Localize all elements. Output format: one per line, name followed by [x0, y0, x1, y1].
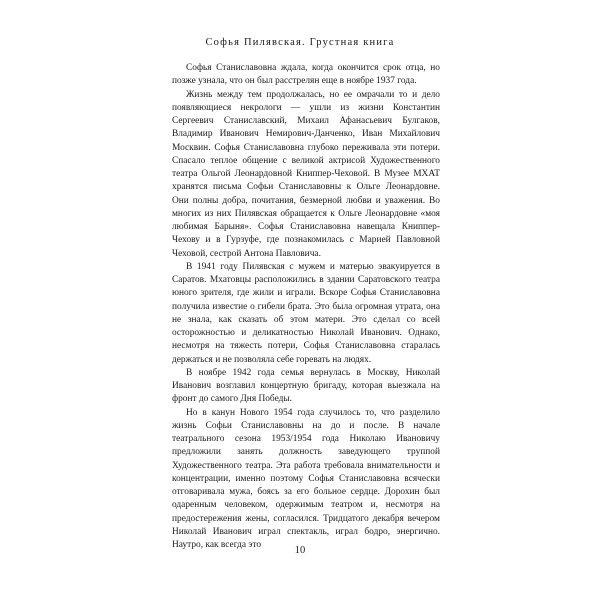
paragraph: Софья Станиславовна ждала, когда окончится срок отца, но позже узнала, что он был расстрелян еще в ноябре 1937 года.	[172, 63, 440, 87]
page-number: 10	[294, 545, 306, 556]
running-head: Софья Пилявская. Грустная книга	[205, 37, 395, 48]
paragraph: В ноябре 1942 года семья вернулась в Москву, Николай Иванович возглавил концертную бригаду, которая выезжала на фронт до самого Дня Победы.	[172, 367, 440, 405]
paragraph: Жизнь между тем продолжалась, но ее омрачали то и дело появляющиеся некрологи — ушли из жизни Константин Сергеевич Станиславский, Михаил Афанасьевич Булгаков, Владимир Иванович Немирович-Данченко, Иван Михайлович Москвин. Софья Станиславовна глубоко переживала эти потери. Спасало теплое общение с великой актрисой Художественного театра Ольгой Леонардовной Книппер-Чеховой. В Музее МХАТ хранятся письма Софьи Станиславовны к Ольге Леонардовне. Они полны добра, почитания, безмерной любви и уважения. Во многих из них Пилявская обращается к Ольге Леонардовне «моя любимая Барыня». Софья Станиславовна навещала Книппер-Чехову и в Гурзуфе, где познакомилась с Марией Павловной Чеховой, сестрой Антона Павловича.	[172, 89, 440, 259]
paragraph: Но в канун Нового 1954 года случилось то, что разделило жизнь Софьи Станиславовны на до и после. В начале театрального сезона 1953/1954 года Николаю Ивановичу предложили занять должность заведующего труппой Художественного театра. Эта работа требовала внимательности и концентрации, именно поэтому Софья Станиславовна всячески отговаривала мужа, боясь за его больное сердце. Дорохин был одаренным человеком, одержимым театром и, несмотря на предостережения жены, согласился. Тридцатого декабря вечером Николай Иванович играл спектакль, играл бодро, энергично. Наутро, как всегда это	[172, 407, 440, 550]
body-text	[172, 62, 440, 552]
paragraph: В 1941 году Пилявская с мужем и матерью эвакуируется в Саратов. Мхатовцы расположились в здании Саратовского театра юного зрителя, где жили и играли. Вскоре Софья Станиславовна получила известие о гибели брата. Это была огромная утрата, она не знала, как сказать об этом матери. Это сделал со всей осторожностью и деликатностью Николай Иванович. Однако, несмотря на тяжесть потери, Софья Станиславовна старалась держаться и не позволяла себе горевать на людях.	[172, 261, 440, 365]
